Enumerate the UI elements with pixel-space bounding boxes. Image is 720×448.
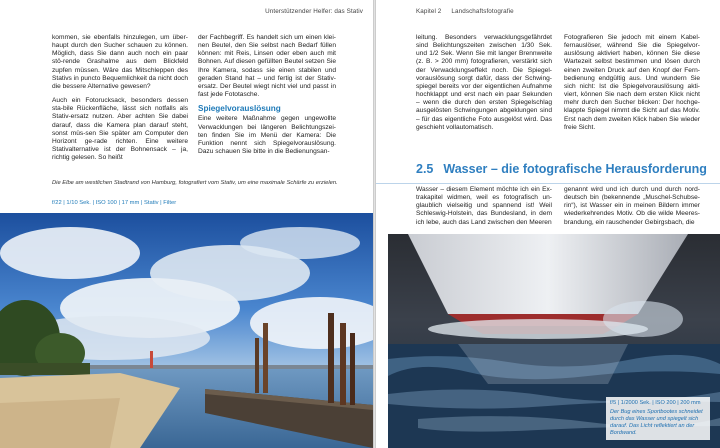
section-number: 2.5	[416, 162, 434, 176]
left-column-2	[198, 34, 336, 162]
paragraph: leitung. Besonders verwacklungsgefährdet sind Belichtungszeiten zwischen 1/30 Sek. und 1/2 Sek. Wenn Sie mit langer Brennweite (z. B. > 200 mm) fotografieren, verstärkt sich der Verwacklungseffekt noch. Die Spiegel-vorauslösung sorgt dafür, dass der Schwing-spiegel bereits vor der eigentlichen Aufnahme hochklappt und erst nach ein paar Sekunden – wenn die durch den ersten Spiegelschlag ausgelösten Schwingungen abgeklungen sind – für das eigentliche Foto ausgelöst wird. Das geschieht vollautomatisch.	[416, 34, 552, 131]
left-column-1	[52, 34, 188, 168]
section-column-2	[564, 186, 700, 233]
photo-caption-right	[606, 397, 710, 440]
section-title: Wasser – die fotografische Herausforderung	[443, 162, 707, 176]
section-heading	[416, 162, 707, 176]
running-head-right	[416, 8, 514, 15]
right-column-1	[416, 34, 552, 138]
right-page	[376, 0, 720, 448]
paragraph: kommen, sie ebenfalls hinzulegen, um über-haupt durch den Sucher schauen zu können. Möglich, dass Sie dann auch noch ein paar stö-rende Grashalme aus dem Blickfeld zupfen müssen. Wäre das Mitschleppen des Stativs in puncto Bequemlichkeit da nicht doch die bessere Alternative gewesen?	[52, 34, 188, 90]
subheading-spiegelvorausloesung: Spiegelvorauslösung	[198, 104, 281, 114]
running-head-left: Unterstützender Helfer: das Stativ	[265, 8, 363, 15]
paragraph: der Fachbegriff. Es handelt sich um einen klei-nen Beutel, den Sie selbst nach Bedarf füllen können: mit Reis, Linsen oder eben auch mit Bohnen. Auf diesen gefüllten Beutel setzen Sie Ihre Kamera, sodass sie einen stabilen und geraden Stand hat – und fertig ist der Stativ-ersatz. Der Beutel wiegt nicht viel und passt in fast jede Fototasche.	[198, 34, 336, 99]
paragraph: Auch ein Fotorucksack, besonders dessen sta-bile Rückenfläche, lässt sich notfalls als Stativ-ersatz nutzen. Aber achten Sie dabei darauf, dass die Kamera plan darauf steht, sonst müs-sen Sie später am Computer den Horizont ge-rade richten. Eine weitere Stativalternative ist der Bohnensack – ja, richtig gelesen. So heißt	[52, 97, 188, 162]
chapter-title: Landschaftsfotografie	[451, 8, 514, 15]
photo-meta-left: f/22 | 1/10 Sek. | ISO 100 | 17 mm | Stativ | Filter	[52, 200, 177, 206]
elbe-landscape-photo	[0, 213, 373, 448]
section-divider	[376, 183, 720, 184]
boat-bow-photo	[388, 234, 720, 448]
section-column-1	[416, 186, 552, 233]
photo-caption-left: Die Elbe am westlichen Stadtrand von Hamburg, fotografiert vom Stativ, um eine maximale Schärfe zu erzielen.	[52, 180, 338, 186]
paragraph: genannt wird und ich durch und durch nord-deutsch bin (bekennende „Muschel-Schubse-rin“), ist Wasser ein in meinen Bildern immer wiederkehrendes Motiv. Ob die wilde Meeres-brandung, ein rauschender Gebirgsbach, die	[564, 186, 700, 226]
right-column-2	[564, 34, 700, 138]
photo-caption-text: Der Bug eines Sportbootes schneidet durch das Wasser und spiegelt sich darauf. Das Licht reflektiert an der Bordwand.	[610, 409, 703, 436]
photo-meta-right: f/5 | 1/2000 Sek. | ISO 200 | 200 mm	[610, 400, 701, 406]
paragraph: Wasser – diesem Element möchte ich ein Ex-trakapitel widmen, weil es fotografisch un-glaublich vielseitig und spannend ist! Weil Schleswig-Holstein, das Bundesland, in dem ich lebe, auch das Land zwischen den Meeren	[416, 186, 552, 226]
paragraph: Eine weitere Maßnahme gegen ungewollte Verwacklungen bei längeren Belichtungszei-ten finden Sie im Menü der Kamera: Die Funktion nennt sich Spiegelvorauslösung. Dazu schauen Sie bitte in die Bedienungsan-	[198, 115, 336, 156]
paragraph: Fotografieren Sie jedoch mit einem Kabel-fernauslöser, während Sie die Spiegelvor-auslösung aktiviert haben, können Sie diese Wartezeit selbst bestimmen und lösen durch einen zweiten Druck auf den Knopf der Fern-bedienung endgültig aus. Und wundern Sie sich nicht: Ist die Spiegelvorauslösung akti-viert, können Sie nach dem ersten Klick nicht mehr durch den Sucher blicken: Der hochge-klappte Spiegel nimmt die Sicht auf das Motiv. Erst nach dem zweiten Klick haben Sie wieder freie Sicht.	[564, 34, 700, 131]
chapter-label: Kapitel 2	[416, 8, 442, 15]
